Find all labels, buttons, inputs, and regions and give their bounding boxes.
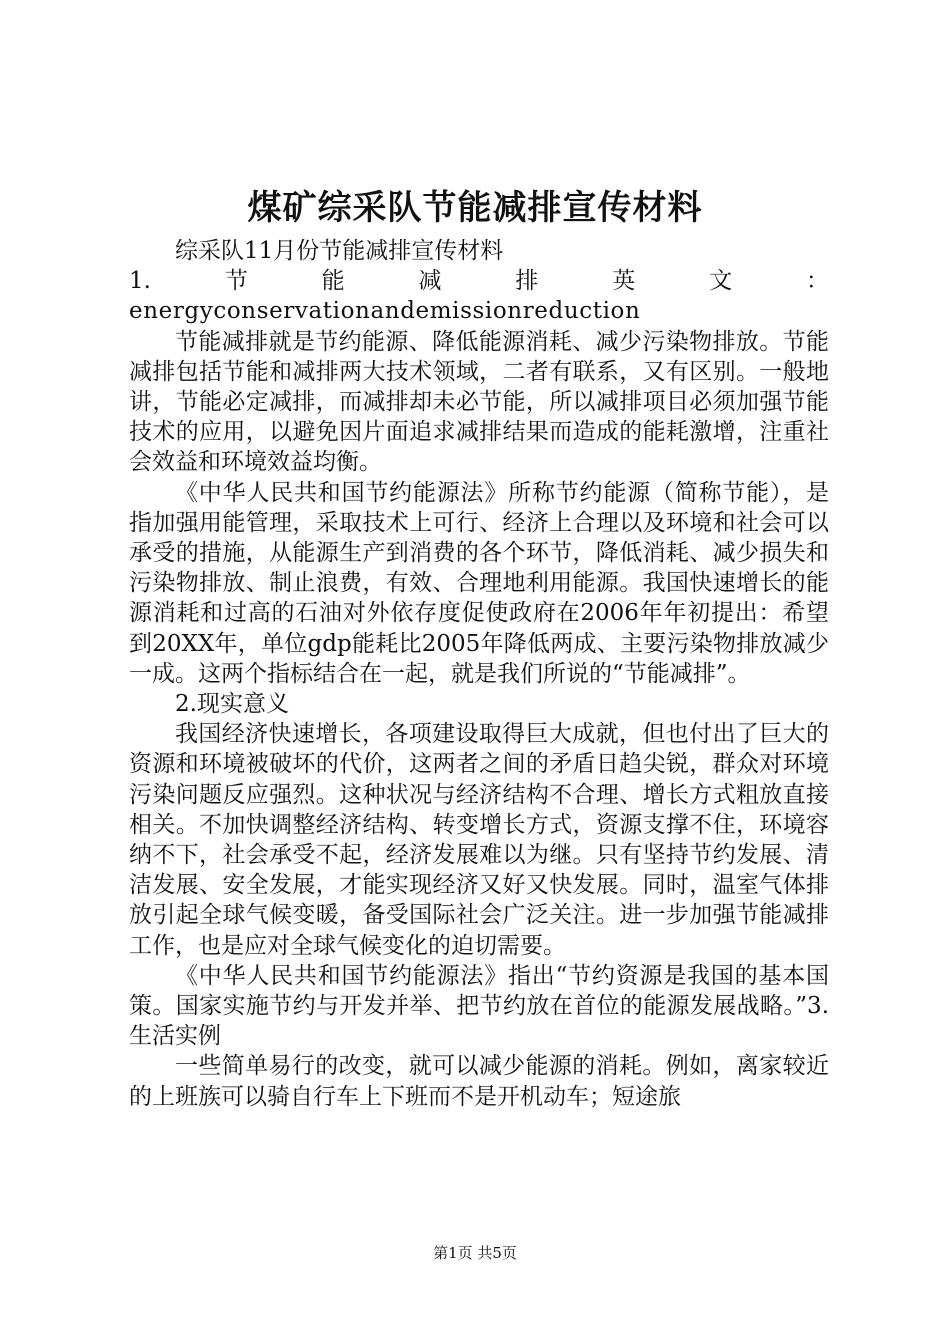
paragraph: 我国经济快速增长，各项建设取得巨大成就，但也付出了巨大的资源和环境被破坏的代价，这两者之间的矛盾日趋尖锐，群众对环境污染问题反应强烈。这种状况与经济结构不合理、增长方式粗放直接相关。不加快调整经济结构、转变增长方式，资源支撑不住，环境容纳不下，社会承受不起，经济发展难以为继。只有坚持节约发展、清洁发展、安全发展，才能实现经济又好又快发展。同时，温室气体排放引起全球气候变暖，备受国际社会广泛关注。进一步加强节能减排工作，也是应对全球气候变化的迫切需要。: [129, 721, 829, 959]
document-subtitle: 综采队11月份节能减排宣传材料: [175, 238, 504, 264]
heading-char: 节: [224, 268, 248, 295]
heading-char: ：: [805, 268, 829, 295]
heading-char: 能: [321, 268, 345, 295]
section-heading: 2.现实意义: [175, 691, 289, 718]
paragraph: 《中华人民共和国节约能源法》指出“节约资源是我国的基本国策。国家实施节约与开发并举、把节约放在首位的能源发展战略。”3.生活实例: [129, 962, 829, 1050]
paragraph: 《中华人民共和国节约能源法》所称节约能源（简称节能），是指加强用能管理，采取技术上可行、经济上合理以及环境和社会可以承受的措施，从能源生产到消费的各个环节，降低消耗、减少损失和污染物排放、制止浪费，有效、合理地利用能源。我国快速增长的能源消耗和过高的石油对外依存度促使政府在2006年年初提出：希望到20XX年，单位gdp能耗比2005年降低两成、主要污染物排放减少一成。这两个指标结合在一起，就是我们所说的“节能减排”。: [129, 479, 829, 687]
heading-char: 英: [612, 268, 636, 295]
heading-char: 排: [515, 268, 539, 295]
document-title: 煤矿综采队节能减排宣传材料: [247, 188, 703, 228]
heading-char: 减: [418, 268, 442, 295]
paragraph: 一些简单易行的改变，就可以减少能源的消耗。例如，离家较近的上班族可以骑自行车上下班而不是开机动车；短途旅: [129, 1053, 829, 1110]
english-term: energyconservationandemissionreduction: [129, 298, 641, 325]
heading-char: 1.: [129, 268, 151, 295]
heading-char: 文: [709, 268, 733, 295]
section-heading-english-label: [129, 266, 829, 296]
paragraph: 节能减排就是节约能源、降低能源消耗、减少污染物排放。节能减排包括节能和减排两大技术领域，二者有联系，又有区别。一般地讲，节能必定减排，而减排却未必节能，所以减排项目必须加强节能技术的应用，以避免因片面追求减排结果而造成的能耗激增，注重社会效益和环境效益均衡。: [129, 328, 829, 476]
document-body: [129, 236, 829, 1112]
page-footer: 第1页 共5页: [433, 1244, 517, 1262]
